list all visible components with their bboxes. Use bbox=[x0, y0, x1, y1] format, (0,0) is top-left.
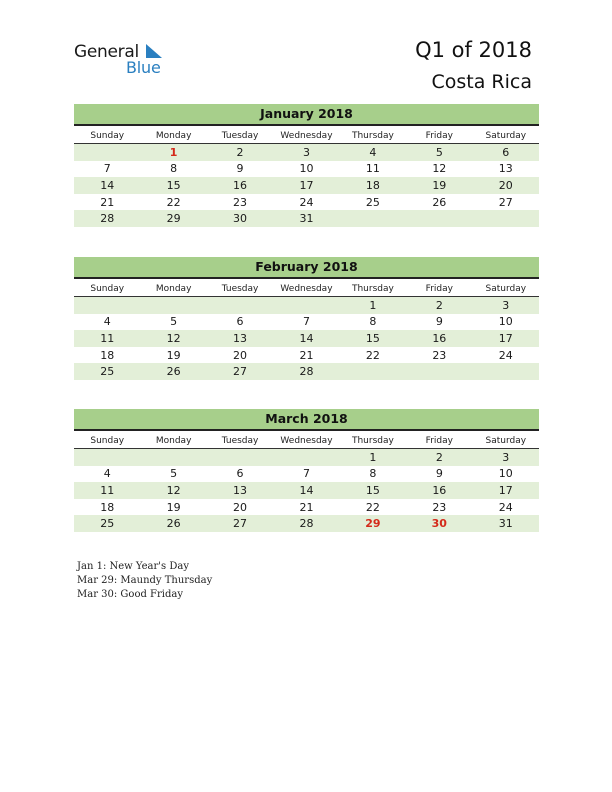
day-cell: 26 bbox=[432, 195, 447, 209]
day-cell: 24 bbox=[498, 500, 513, 514]
day-cell: 11 bbox=[365, 162, 380, 176]
weekday-label: Tuesday bbox=[207, 434, 273, 449]
day-cell: 2 bbox=[406, 297, 472, 314]
logo-blue-text: Blue bbox=[126, 58, 161, 77]
weekday-label: Sunday bbox=[74, 129, 140, 144]
week-row bbox=[74, 297, 539, 314]
weekday-label: Wednesday bbox=[273, 129, 339, 144]
day-cell: 9 bbox=[435, 315, 443, 329]
day-cell: 4 bbox=[103, 315, 111, 329]
month-grid bbox=[74, 282, 539, 380]
month-title: January 2018 bbox=[74, 104, 539, 126]
weekday-label: Wednesday bbox=[273, 434, 339, 449]
day-cell: 25 bbox=[74, 363, 140, 380]
day-cell: 30 bbox=[406, 515, 472, 532]
page-title: Q1 of 2018 bbox=[415, 38, 532, 62]
day-cell: 14 bbox=[273, 330, 339, 347]
weekday-label: Friday bbox=[406, 282, 472, 297]
month-title: March 2018 bbox=[74, 409, 539, 431]
empty-day-cell bbox=[273, 449, 339, 466]
empty-day-cell bbox=[74, 144, 140, 161]
weekday-label: Tuesday bbox=[207, 282, 273, 297]
day-cell: 7 bbox=[302, 315, 310, 329]
empty-day-cell bbox=[140, 449, 206, 466]
day-cell: 26 bbox=[140, 363, 206, 380]
day-cell: 24 bbox=[299, 195, 314, 209]
day-cell: 29 bbox=[140, 210, 206, 227]
month-calendar bbox=[74, 257, 539, 380]
day-cell: 14 bbox=[273, 482, 339, 499]
weekday-label: Monday bbox=[140, 434, 206, 449]
empty-day-cell bbox=[340, 210, 406, 227]
day-cell: 31 bbox=[473, 515, 539, 532]
day-cell: 4 bbox=[103, 467, 111, 481]
empty-day-cell bbox=[74, 449, 140, 466]
week-row bbox=[74, 161, 539, 178]
day-cell: 8 bbox=[369, 315, 377, 329]
day-cell: 21 bbox=[299, 500, 314, 514]
day-cell: 30 bbox=[207, 210, 273, 227]
day-cell: 7 bbox=[302, 467, 310, 481]
day-cell: 22 bbox=[365, 500, 380, 514]
weekday-label: Saturday bbox=[473, 129, 539, 144]
day-cell: 23 bbox=[432, 500, 447, 514]
day-cell: 22 bbox=[166, 195, 181, 209]
holiday-note: Mar 29: Maundy Thursday bbox=[77, 575, 213, 586]
day-cell: 23 bbox=[233, 195, 248, 209]
day-cell: 15 bbox=[140, 177, 206, 194]
week-row bbox=[74, 144, 539, 161]
day-cell: 14 bbox=[74, 177, 140, 194]
day-cell: 28 bbox=[273, 515, 339, 532]
day-cell: 13 bbox=[498, 162, 513, 176]
day-cell: 27 bbox=[207, 515, 273, 532]
week-row bbox=[74, 363, 539, 380]
day-cell: 28 bbox=[273, 363, 339, 380]
day-cell: 1 bbox=[340, 449, 406, 466]
day-cell: 2 bbox=[207, 144, 273, 161]
day-cell: 20 bbox=[233, 348, 248, 362]
weekday-label: Saturday bbox=[473, 282, 539, 297]
empty-day-cell bbox=[406, 210, 472, 227]
week-row bbox=[74, 210, 539, 227]
day-cell: 27 bbox=[498, 195, 513, 209]
day-cell: 28 bbox=[74, 210, 140, 227]
day-cell: 2 bbox=[406, 449, 472, 466]
empty-day-cell bbox=[140, 297, 206, 314]
day-cell: 21 bbox=[100, 195, 115, 209]
weekday-label: Monday bbox=[140, 129, 206, 144]
week-row bbox=[74, 194, 539, 211]
weekday-label: Monday bbox=[140, 282, 206, 297]
empty-day-cell bbox=[406, 363, 472, 380]
month-calendar bbox=[74, 104, 539, 227]
weekday-label: Thursday bbox=[340, 282, 406, 297]
day-cell: 13 bbox=[207, 482, 273, 499]
day-cell: 1 bbox=[340, 297, 406, 314]
day-cell: 10 bbox=[498, 467, 513, 481]
day-cell: 5 bbox=[170, 315, 178, 329]
week-row bbox=[74, 466, 539, 483]
weekday-label: Sunday bbox=[74, 282, 140, 297]
day-cell: 27 bbox=[207, 363, 273, 380]
day-cell: 11 bbox=[74, 330, 140, 347]
empty-day-cell bbox=[273, 297, 339, 314]
holiday-note: Mar 30: Good Friday bbox=[77, 589, 183, 600]
week-row bbox=[74, 347, 539, 364]
weekday-row bbox=[74, 129, 539, 144]
month-grid bbox=[74, 129, 539, 227]
holiday-notes bbox=[77, 560, 212, 602]
generalblue-logo bbox=[74, 42, 184, 78]
day-cell: 21 bbox=[299, 348, 314, 362]
day-cell: 1 bbox=[140, 144, 206, 161]
weekday-label: Thursday bbox=[340, 129, 406, 144]
week-row bbox=[74, 314, 539, 331]
day-cell: 4 bbox=[340, 144, 406, 161]
day-cell: 17 bbox=[273, 177, 339, 194]
day-cell: 12 bbox=[432, 162, 447, 176]
weekday-label: Sunday bbox=[74, 434, 140, 449]
day-cell: 26 bbox=[140, 515, 206, 532]
day-cell: 18 bbox=[100, 348, 115, 362]
day-cell: 23 bbox=[432, 348, 447, 362]
day-cell: 20 bbox=[473, 177, 539, 194]
day-cell: 5 bbox=[170, 467, 178, 481]
day-cell: 19 bbox=[406, 177, 472, 194]
day-cell: 7 bbox=[103, 162, 111, 176]
month-title: February 2018 bbox=[74, 257, 539, 279]
weekday-row bbox=[74, 282, 539, 297]
day-cell: 16 bbox=[406, 330, 472, 347]
day-cell: 12 bbox=[140, 482, 206, 499]
logo-triangle-icon bbox=[142, 43, 164, 59]
week-row bbox=[74, 449, 539, 466]
day-cell: 8 bbox=[369, 467, 377, 481]
day-cell: 31 bbox=[273, 210, 339, 227]
empty-day-cell bbox=[473, 210, 539, 227]
week-row bbox=[74, 330, 539, 347]
day-cell: 11 bbox=[74, 482, 140, 499]
day-cell: 3 bbox=[273, 144, 339, 161]
weekday-label: Tuesday bbox=[207, 129, 273, 144]
day-cell: 5 bbox=[406, 144, 472, 161]
day-cell: 22 bbox=[365, 348, 380, 362]
day-cell: 16 bbox=[207, 177, 273, 194]
weekday-label: Friday bbox=[406, 434, 472, 449]
weekday-label: Friday bbox=[406, 129, 472, 144]
month-grid bbox=[74, 434, 539, 532]
day-cell: 10 bbox=[299, 162, 314, 176]
week-row bbox=[74, 482, 539, 499]
day-cell: 6 bbox=[236, 467, 244, 481]
day-cell: 6 bbox=[236, 315, 244, 329]
weekday-row bbox=[74, 434, 539, 449]
day-cell: 9 bbox=[435, 467, 443, 481]
day-cell: 9 bbox=[236, 162, 244, 176]
week-row bbox=[74, 177, 539, 194]
empty-day-cell bbox=[473, 363, 539, 380]
day-cell: 24 bbox=[498, 348, 513, 362]
empty-day-cell bbox=[74, 297, 140, 314]
day-cell: 3 bbox=[473, 297, 539, 314]
day-cell: 20 bbox=[233, 500, 248, 514]
day-cell: 15 bbox=[340, 482, 406, 499]
day-cell: 15 bbox=[340, 330, 406, 347]
day-cell: 25 bbox=[74, 515, 140, 532]
day-cell: 18 bbox=[100, 500, 115, 514]
day-cell: 19 bbox=[166, 348, 181, 362]
weekday-label: Wednesday bbox=[273, 282, 339, 297]
day-cell: 19 bbox=[166, 500, 181, 514]
day-cell: 6 bbox=[473, 144, 539, 161]
day-cell: 16 bbox=[406, 482, 472, 499]
week-row bbox=[74, 499, 539, 516]
day-cell: 3 bbox=[473, 449, 539, 466]
day-cell: 10 bbox=[498, 315, 513, 329]
weekday-label: Saturday bbox=[473, 434, 539, 449]
holiday-note: Jan 1: New Year's Day bbox=[77, 561, 189, 572]
country-subtitle: Costa Rica bbox=[431, 71, 532, 93]
empty-day-cell bbox=[207, 297, 273, 314]
day-cell: 17 bbox=[473, 482, 539, 499]
day-cell: 29 bbox=[340, 515, 406, 532]
month-calendar bbox=[74, 409, 539, 532]
day-cell: 13 bbox=[207, 330, 273, 347]
logo-general-text: General bbox=[74, 42, 139, 62]
day-cell: 17 bbox=[473, 330, 539, 347]
day-cell: 25 bbox=[365, 195, 380, 209]
empty-day-cell bbox=[340, 363, 406, 380]
week-row bbox=[74, 515, 539, 532]
empty-day-cell bbox=[207, 449, 273, 466]
day-cell: 12 bbox=[140, 330, 206, 347]
day-cell: 8 bbox=[170, 162, 178, 176]
weekday-label: Thursday bbox=[340, 434, 406, 449]
day-cell: 18 bbox=[340, 177, 406, 194]
